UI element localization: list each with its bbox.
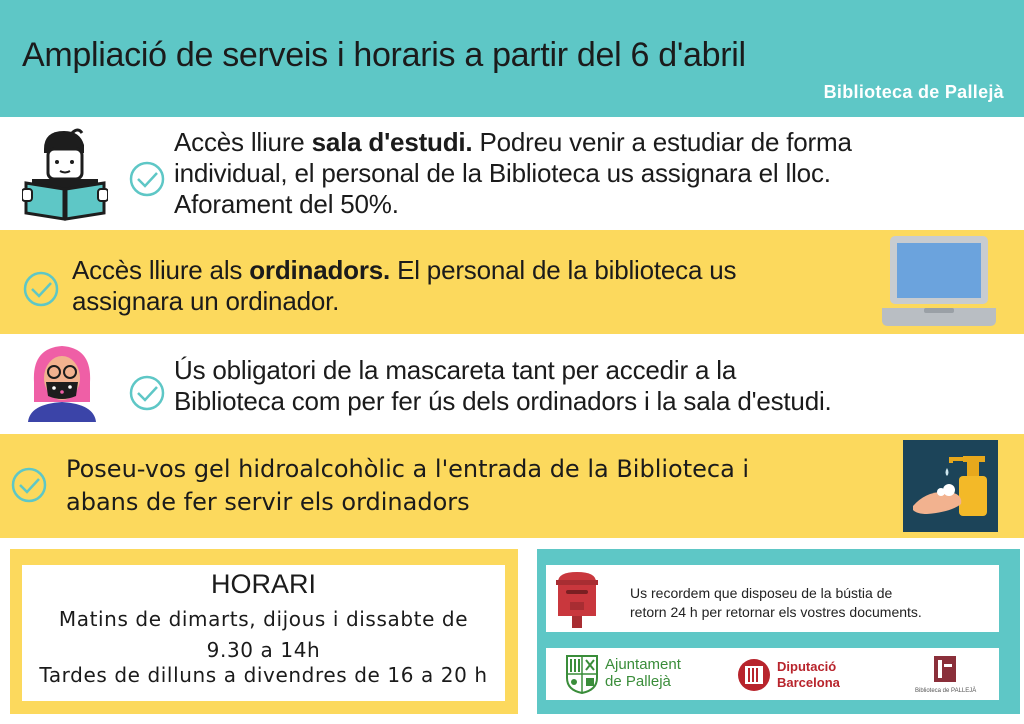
mailbox-icon — [556, 570, 598, 628]
bustia-text: Us recordem que disposeu de la bústia de retorn 24 h per retornar els vostres documents. — [630, 585, 922, 620]
person-mask-icon — [24, 342, 100, 422]
diputacio-logo-icon — [737, 658, 771, 692]
ajuntament-logo-icon — [565, 654, 599, 694]
horari-line-1: Matins de dimarts, dijous i dissabte de — [58, 607, 469, 631]
diputacio-logo-text: Diputació Barcelona — [777, 659, 840, 690]
horari-line-3: Tardes de dilluns a divendres de 16 a 20 h — [39, 663, 488, 687]
horari-heading: HORARI — [210, 569, 316, 599]
brand-label: Biblioteca de Pallejà — [823, 82, 1004, 102]
biblioteca-logo-text: Biblioteca de PALLEJÀ — [915, 688, 977, 694]
check-icon — [128, 374, 166, 412]
item-gel-text: Poseu-vos gel hidroalcohòlic a l'entrada de la Biblioteca i abans de fer servir els ordinadors — [66, 455, 750, 516]
check-icon — [22, 270, 60, 308]
hand-sanitizer-icon — [903, 440, 998, 532]
item-mascareta-text: Ús obligatori de la mascareta tant per accedir a la Biblioteca com per fer ús dels ordinadors i la sala d'estudi. — [174, 355, 832, 416]
biblioteca-logo-icon — [930, 654, 960, 684]
item-ordinadors-text: Accès lliure als ordinadors. El personal de la biblioteca us assignara un ordinador. — [72, 255, 737, 316]
horari-line-2: 9.30 a 14h — [206, 638, 321, 662]
item-sala-estudi-bold: sala d'estudi. — [311, 127, 473, 157]
laptop-icon — [880, 234, 998, 330]
check-icon — [128, 160, 166, 198]
page-title: Ampliació de serveis i horaris a partir del 6 d'abril — [22, 36, 746, 74]
check-icon — [10, 466, 48, 504]
student-reading-icon — [22, 127, 108, 221]
item-ordinadors-bold: ordinadors. — [249, 255, 391, 285]
item-sala-estudi-text: Accès lliure sala d'estudi. Podreu venir a estudiar de forma individual, el personal de la Biblioteca us assignara el lloc. Aforament del 50%. — [174, 127, 852, 219]
ajuntament-logo-text: Ajuntament de Pallejà — [605, 656, 681, 690]
